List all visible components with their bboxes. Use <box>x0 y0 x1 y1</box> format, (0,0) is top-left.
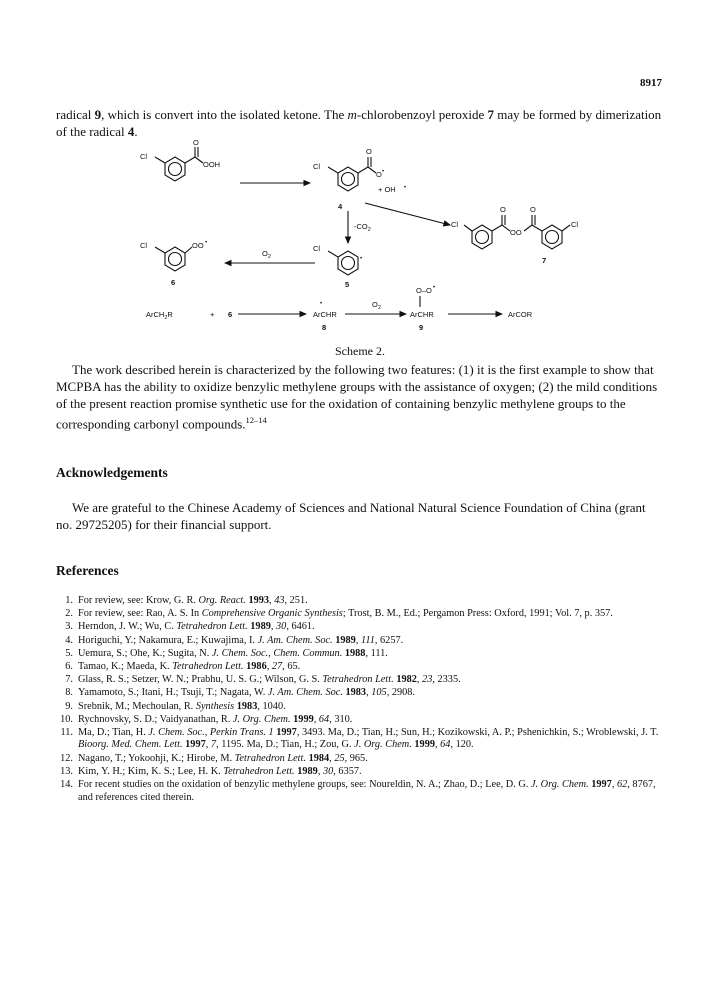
svg-text:O: O <box>366 147 372 156</box>
svg-text:•: • <box>205 240 208 246</box>
reference-text: Nagano, T.; Yokoohji, K.; Hirobe, M. Tetrahedron Lett. 1984, 25, 965. <box>78 752 368 764</box>
reference-item <box>56 753 666 766</box>
reference-item <box>56 727 666 752</box>
reference-item <box>56 661 666 674</box>
svg-text:O: O <box>193 138 199 147</box>
scheme-caption: Scheme 2. <box>335 344 385 358</box>
reference-text: Rychnovsky, S. D.; Vaidyanathan, R. J. Org. Chem. 1999, 64, 310. <box>78 713 353 725</box>
svg-text:ArCOR: ArCOR <box>508 310 533 319</box>
reference-number: 14. <box>60 779 73 791</box>
svg-text:O–O: O–O <box>416 286 432 295</box>
reference-text: Glass, R. S.; Setzer, W. N.; Prabhu, U. S. G.; Wilson, G. S. Tetrahedron Lett. 1982, 23, 2335. <box>78 674 461 686</box>
body-paragraph: The work described herein is characterized by the following two features: (1) it is the first example to show that MCPBA has the ability to oxidize benzylic methylene groups with the assistance of oxygen; (2) the mild conditions of the present reaction promise synthetic use for the oxidation of containing benzylic methylene groups to the corresponding carbonyl compounds.$^{12-14}$ <box>56 362 658 432</box>
svg-text:5: 5 <box>345 280 350 289</box>
reference-number: 2. <box>65 608 73 620</box>
reference-text: Tamao, K.; Maeda, K. Tetrahedron Lett. 1986, 27, 65. <box>78 660 301 672</box>
svg-text:•: • <box>320 301 323 307</box>
svg-text:•: • <box>404 185 407 191</box>
svg-text:O: O <box>530 205 536 214</box>
reference-item <box>56 674 666 687</box>
compound-number: 4 <box>127 124 135 139</box>
molecule-aryl-radical-5 <box>313 244 362 289</box>
svg-text:•: • <box>360 256 363 262</box>
reference-number: 12. <box>60 752 73 764</box>
svg-text:-CO2: $-CO_2$ <box>354 222 371 233</box>
citation-superscript: 12–14 <box>245 415 267 425</box>
svg-text:O2: $O_2$ <box>262 249 271 260</box>
reference-text: For recent studies on the oxidation of benzylic methylene groups, see: Noureldin, N. A.; Zhao, D.; Lee, D. G. J. Org. Chem. 1997, 62, 8767, and references cited therein. <box>78 779 656 803</box>
svg-text:OO: OO <box>192 241 204 250</box>
molecule-peroxy-radical-6 <box>140 240 207 287</box>
molecule-mcpba <box>140 138 220 181</box>
reference-item <box>56 608 666 621</box>
reference-text: Ma, D.; Tian, H. J. Chem. Soc., Perkin Trans. 1 1997, 3493. Ma, D.; Tian, H.; Sun, H.; Kozikowski, A. P.; Pshenichkin, S.; Wroblewski, J. T. Bioorg. Med. Chem. Lett. 1997, 7, 1195. Ma, D.; Tian, H.; Zou, G. J. Org. Chem. 1999, 64, 120. <box>78 726 659 751</box>
reference-text: Srebnik, M.; Mechoulan, R. Synthesis 1983, 1040. <box>78 700 286 712</box>
intro-paragraph: radical 9, which is convert into the isolated ketone. The m-chlorobenzoyl peroxide 7 may be formed by dimerization of the radical 4. <box>56 107 662 139</box>
reference-number: 4. <box>65 634 73 646</box>
svg-text:4: 4 <box>338 202 343 211</box>
reference-number: 9. <box>65 700 73 712</box>
reference-number: 11. <box>60 726 73 738</box>
reference-number: 13. <box>60 765 73 777</box>
svg-text:ArCH2R: ArCH$_2$R <box>146 310 173 321</box>
molecule-peroxide-7 <box>451 205 578 265</box>
svg-text:O: O <box>500 205 506 214</box>
acknowledgements-text: We are grateful to the Chinese Academy of Sciences and National Natural Science Foundation of China (grant no. 29725205) for their financial support. <box>56 500 646 532</box>
svg-text:O2: $O_2$ <box>372 300 381 311</box>
reference-text: Yamamoto, S.; Itani, H.; Tsuji, T.; Nagata, W. J. Am. Chem. Soc. 1983, 105, 2908. <box>78 687 416 699</box>
reference-item <box>56 766 666 779</box>
reference-number: 10. <box>60 713 73 725</box>
svg-text:Cl: Cl <box>313 162 321 171</box>
reference-item <box>56 714 666 727</box>
reference-item <box>56 635 666 648</box>
svg-text:O: O <box>376 170 382 179</box>
svg-text:Cl: Cl <box>140 241 148 250</box>
reference-number: 6. <box>65 660 73 672</box>
acknowledgements-heading: Acknowledgements <box>56 465 168 480</box>
reference-item <box>56 779 666 804</box>
svg-text:OOH: OOH <box>203 160 221 169</box>
reference-text: Uemura, S.; Ohe, K.; Sugita, N. J. Chem. Soc., Chem. Commun. 1988, 111. <box>78 647 388 659</box>
svg-text:•: • <box>433 285 436 291</box>
svg-text:Cl: Cl <box>451 220 459 229</box>
references-heading: References <box>56 563 119 578</box>
compound-number: 9 <box>94 107 102 122</box>
reference-number: 7. <box>65 674 73 686</box>
reference-number: 8. <box>65 687 73 699</box>
reference-number: 1. <box>65 595 73 606</box>
reference-number: 5. <box>65 647 73 659</box>
molecule-acyloxy-radical <box>313 147 406 211</box>
reference-item <box>56 701 666 714</box>
reference-text: For review, see: Krow, G. R. Org. React. 1993, 43, 251. <box>78 595 308 606</box>
svg-text:•: • <box>382 169 385 175</box>
svg-text:7: 7 <box>542 256 547 265</box>
svg-text:Cl: Cl <box>140 152 148 161</box>
page-number: 8917 <box>640 77 662 89</box>
reference-number: 3. <box>65 621 73 633</box>
references-list <box>56 595 666 805</box>
benzylic-oxidation-row <box>146 285 533 332</box>
reference-item <box>56 621 666 634</box>
reference-item <box>56 648 666 661</box>
reaction-arrow <box>365 203 450 225</box>
svg-text:8: 8 <box>322 323 327 332</box>
svg-text:+: + <box>210 310 215 319</box>
svg-text:Cl: Cl <box>313 244 321 253</box>
compound-number: 7 <box>487 107 495 122</box>
reference-item <box>56 595 666 608</box>
svg-text:6: 6 <box>228 310 233 319</box>
svg-text:+ OH: + OH <box>378 185 396 194</box>
reference-text: Herndon, J. W.; Wu, C. Tetrahedron Lett. 1989, 30, 6461. <box>78 621 315 633</box>
svg-text:Cl: Cl <box>571 220 579 229</box>
reaction-scheme <box>110 138 610 340</box>
meta-prefix: m <box>347 107 357 122</box>
svg-text:9: 9 <box>419 323 424 332</box>
reference-text: Kim, Y. H.; Kim, K. S.; Lee, H. K. Tetrahedron Lett. 1989, 30, 6357. <box>78 765 362 777</box>
reference-text: Horiguchi, Y.; Nakamura, E.; Kuwajima, I. J. Am. Chem. Soc. 1989, 111, 6257. <box>78 634 404 646</box>
reference-text: For review, see: Rao, A. S. In Comprehensive Organic Synthesis; Trost, B. M., Ed.; Pergamon Press: Oxford, 1991; Vol. 7, p. 357. <box>78 608 613 620</box>
svg-text:ArCHR: ArCHR <box>313 310 337 319</box>
svg-text:6: 6 <box>171 278 176 287</box>
svg-text:OO: OO <box>510 228 522 237</box>
svg-text:ArCHR: ArCHR <box>410 310 434 319</box>
reference-item <box>56 687 666 700</box>
